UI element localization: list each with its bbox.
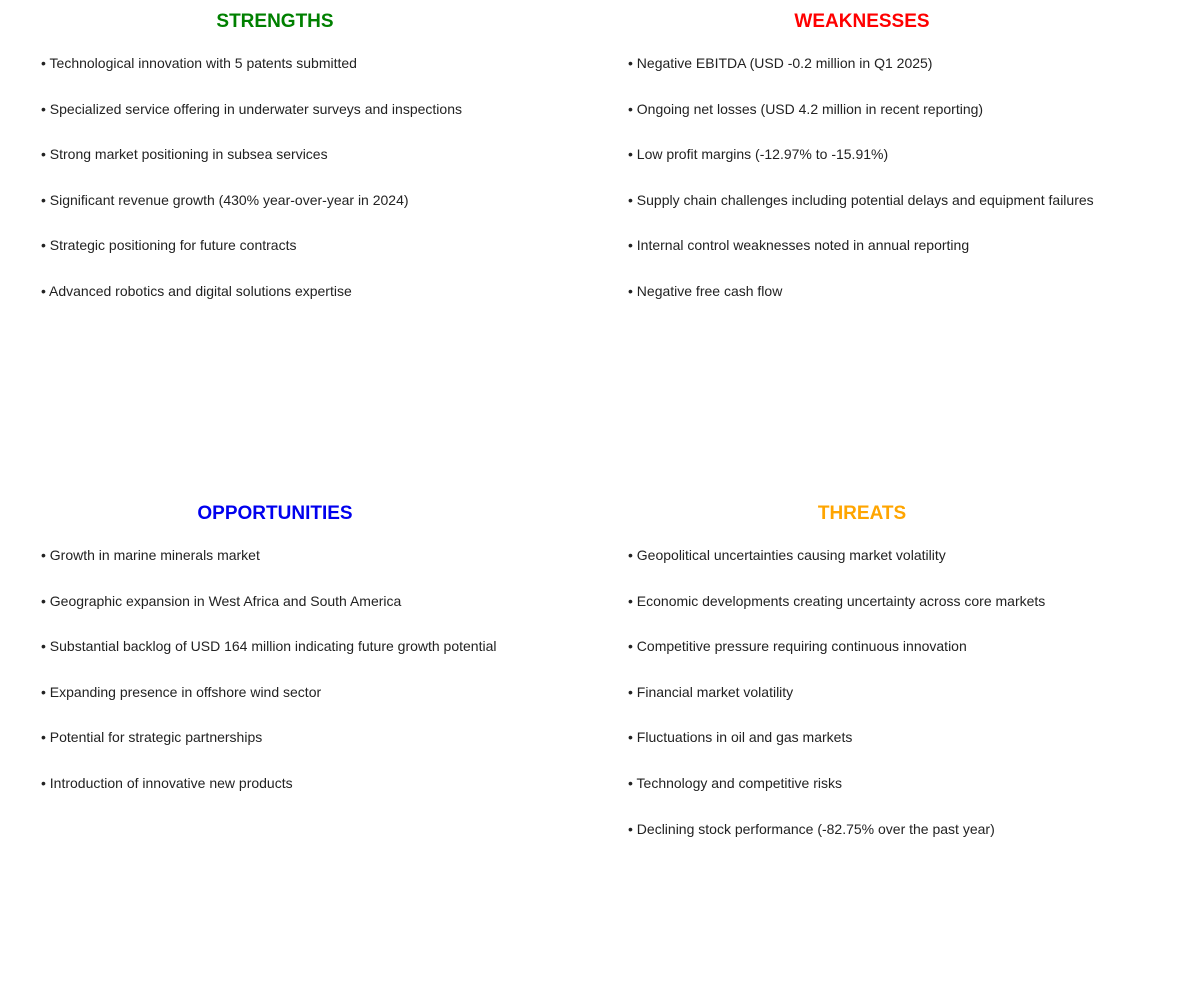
strengths-item: • Significant revenue growth (430% year-over-year in 2024)	[41, 191, 409, 208]
weaknesses-title: WEAKNESSES	[794, 11, 930, 32]
weaknesses-item: • Negative EBITDA (USD -0.2 million in Q1 2025)	[628, 55, 933, 71]
opportunities-item: • Geographic expansion in West Africa and South America	[41, 592, 402, 609]
weaknesses-list	[587, 44, 1147, 300]
strengths-item: • Advanced robotics and digital solutions expertise	[41, 282, 352, 299]
threats-item: • Declining stock performance (-82.75% over the past year)	[628, 820, 995, 837]
threats-item: • Competitive pressure requiring continuous innovation	[628, 638, 967, 655]
weaknesses-item: • Negative free cash flow	[628, 282, 783, 299]
opportunities-item: • Introduction of innovative new products	[41, 774, 293, 791]
strengths-title: STRENGTHS	[216, 11, 334, 32]
weaknesses-item: • Low profit margins (-12.97% to -15.91%)	[628, 146, 889, 163]
threats-list	[587, 536, 1147, 838]
strengths-item: • Specialized service offering in underwater surveys and inspections	[41, 100, 462, 117]
opportunities-item: • Substantial backlog of USD 164 million indicating future growth potential	[41, 638, 497, 655]
weaknesses-quadrant	[587, 0, 1147, 328]
strengths-item: • Strategic positioning for future contracts	[41, 237, 297, 254]
strengths-quadrant	[0, 0, 560, 328]
opportunities-list	[0, 536, 560, 792]
threats-item: • Technology and competitive risks	[628, 774, 842, 791]
opportunities-title: OPPORTUNITIES	[197, 503, 353, 524]
threats-item: • Fluctuations in oil and gas markets	[628, 729, 853, 746]
threats-title: THREATS	[817, 503, 907, 524]
opportunities-item: • Growth in marine minerals market	[41, 547, 260, 563]
weaknesses-item: • Internal control weaknesses noted in annual reporting	[628, 237, 970, 254]
strengths-list	[0, 44, 560, 300]
threats-item: • Financial market volatility	[628, 683, 794, 700]
threats-quadrant	[587, 492, 1147, 865]
opportunities-quadrant	[0, 492, 560, 820]
weaknesses-item: • Ongoing net losses (USD 4.2 million in recent reporting)	[628, 100, 984, 117]
strengths-item: • Strong market positioning in subsea services	[41, 146, 328, 163]
threats-item: • Geopolitical uncertainties causing market volatility	[628, 547, 946, 563]
strengths-item: • Technological innovation with 5 patents submitted	[41, 55, 357, 71]
opportunities-item: • Expanding presence in offshore wind sector	[41, 683, 322, 700]
threats-item: • Economic developments creating uncertainty across core markets	[628, 592, 1046, 609]
weaknesses-item: • Supply chain challenges including potential delays and equipment failures	[628, 191, 1094, 208]
opportunities-item: • Potential for strategic partnerships	[41, 729, 263, 746]
